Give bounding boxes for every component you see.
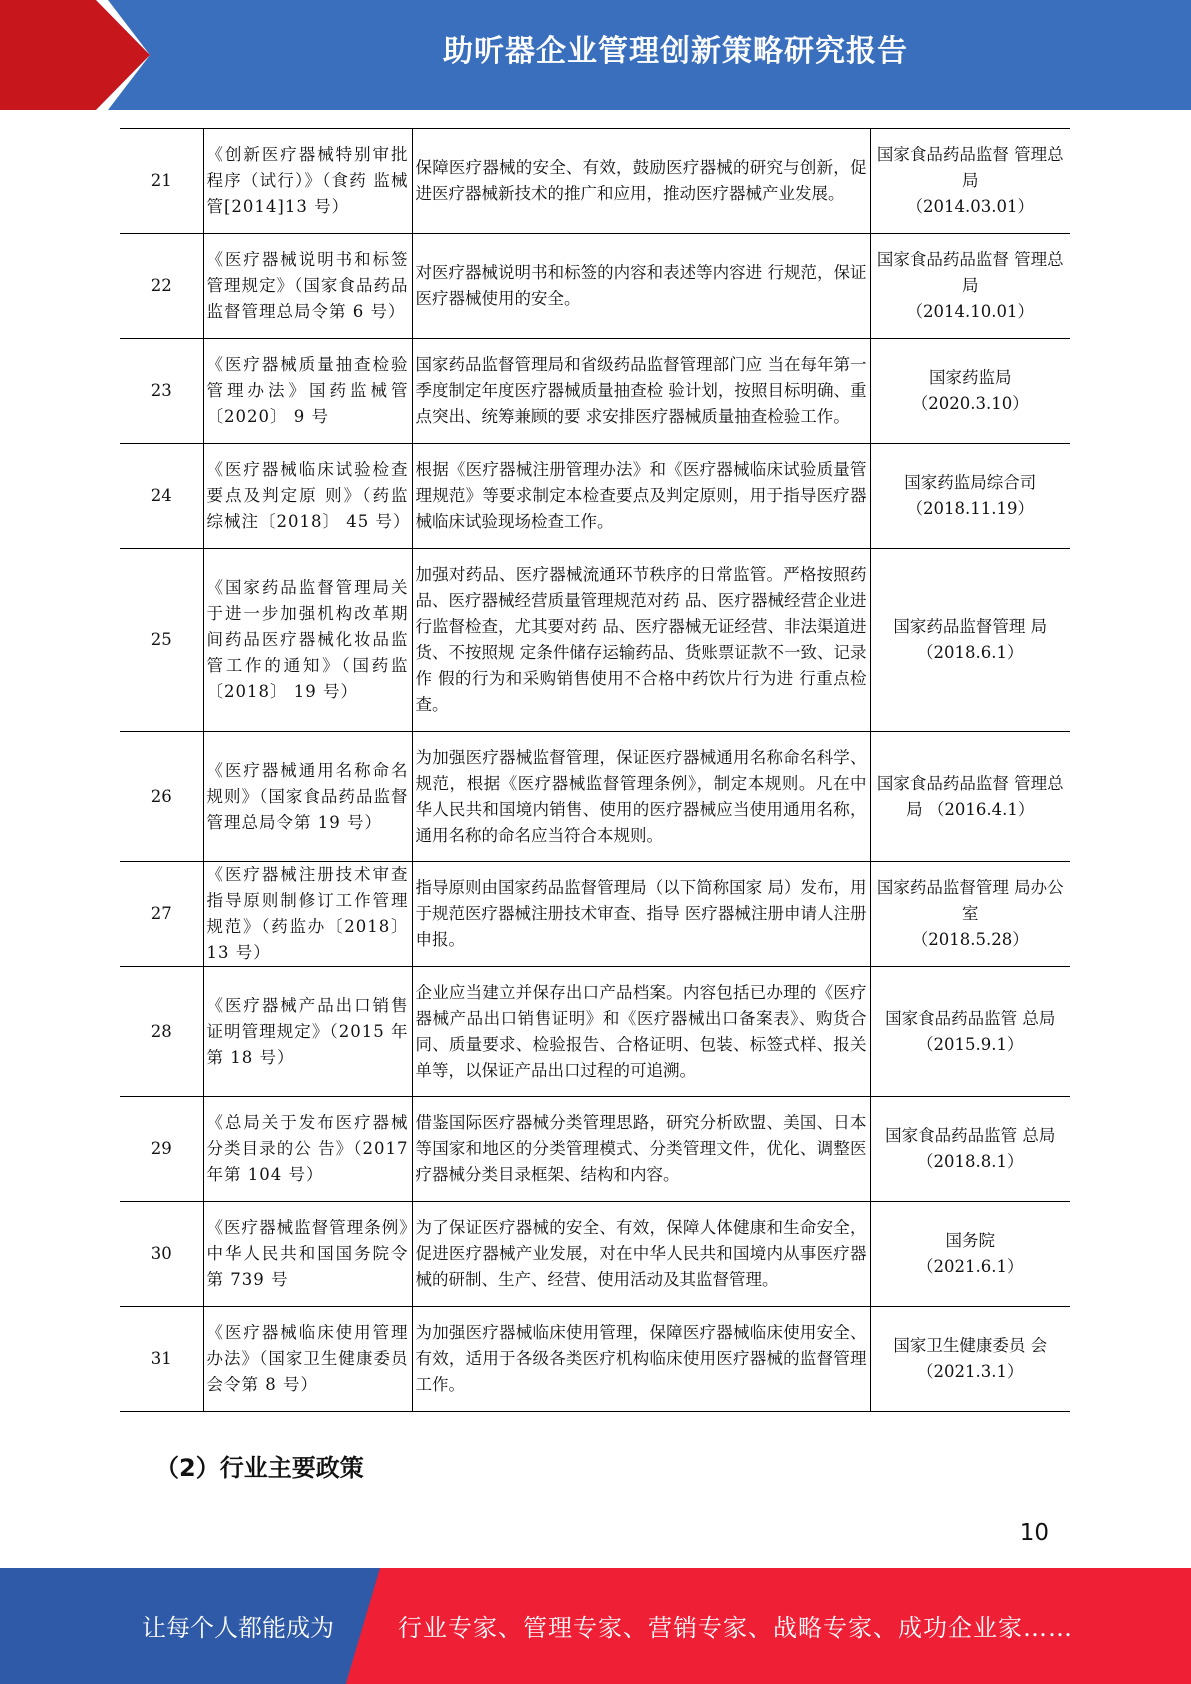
row-number: 26 — [120, 732, 203, 862]
issuing-authority — [870, 339, 1070, 444]
table-row — [120, 967, 1070, 1097]
table-row — [120, 1097, 1070, 1202]
regulation-title: 《医疗器械临床试验检查要点及判定原 则》（药监综械注〔2018〕 45 号） — [203, 444, 412, 549]
regulation-title: 《医疗器械质量抽查检验管理办法》国药监械管〔2020〕 9 号 — [203, 339, 412, 444]
issuer-name: 国家药监局 — [929, 368, 1012, 387]
issuing-authority — [870, 129, 1070, 234]
issuing-authority — [870, 967, 1070, 1097]
issuer-name: 国家食品药品监督 管理总局 （2016.4.1） — [876, 773, 1064, 819]
regulation-content: 企业应当建立并保存出口产品档案。内容包括已办理的《医疗器械产品出口销售证明》和《医疗器械出口备案表》、购货合同、质量要求、检验报告、合格证明、包装、标签式样、报关单等，以保证产品出口过程的可追溯。 — [412, 967, 870, 1097]
table-row — [120, 1307, 1070, 1412]
row-number: 30 — [120, 1202, 203, 1307]
issuing-authority — [870, 732, 1070, 862]
table-row — [120, 129, 1070, 234]
issuer-name: 国家药监局综合司 — [904, 473, 1037, 492]
issue-date: （2018.6.1） — [917, 643, 1024, 662]
row-number: 25 — [120, 549, 203, 732]
regulation-title: 《创新医疗器械特别审批程序（试行）》（食药 监械管[2014]13 号） — [203, 129, 412, 234]
regulation-title: 《医疗器械产品出口销售证明管理规定》（2015 年第 18 号） — [203, 967, 412, 1097]
regulations-table — [120, 128, 1070, 1412]
row-number: 23 — [120, 339, 203, 444]
issue-date: （2014.10.01） — [906, 302, 1034, 321]
row-number: 21 — [120, 129, 203, 234]
issuer-name: 国家药品监督管理 局办公室 — [876, 878, 1064, 923]
issuing-authority — [870, 1097, 1070, 1202]
regulations-table-body — [120, 129, 1070, 1412]
row-number: 27 — [120, 862, 203, 967]
issuing-authority — [870, 1202, 1070, 1307]
regulation-content: 加强对药品、医疗器械流通环节秩序的日常监管。严格按照药品、医疗器械经营质量管理规范对药 品、医疗器械经营企业进行监督检查，尤其要对药 品、医疗器械无证经营、非法渠道进货、不按照规 定条件储存运输药品、货账票证款不一致、记录作 假的行为和采购销售使用不合格中药饮片行为进 行重点检查。 — [412, 549, 870, 732]
issuing-authority — [870, 234, 1070, 339]
issue-date: （2021.6.1） — [917, 1257, 1024, 1276]
regulation-content: 对医疗器械说明书和标签的内容和表述等内容进 行规范，保证医疗器械使用的安全。 — [412, 234, 870, 339]
table-row — [120, 732, 1070, 862]
regulation-content: 为加强医疗器械监督管理，保证医疗器械通用名称命名科学、规范，根据《医疗器械监督管理条例》，制定本规则。凡在中华人民共和国境内销售、使用的医疗器械应当使用通用名称，通用名称的命名应当符合本规则。 — [412, 732, 870, 862]
issuing-authority — [870, 1307, 1070, 1412]
header-title: 助听器企业管理创新策略研究报告 — [443, 34, 908, 69]
issue-date: （2014.03.01） — [906, 197, 1034, 216]
issuing-authority — [870, 862, 1070, 967]
section-heading: （2）行业主要政策 — [155, 1454, 364, 1482]
header-red-arrow — [0, 0, 150, 110]
regulation-title: 《国家药品监督管理局关于进一步加强机构改革期间药品医疗器械化妆品监管工作的通知》（国药监〔2018〕 19 号） — [203, 549, 412, 732]
table-row — [120, 862, 1070, 967]
footer-slogan-left: 让每个人都能成为 — [142, 1614, 334, 1642]
table-row — [120, 234, 1070, 339]
issue-date: （2015.9.1） — [917, 1034, 1024, 1054]
issuer-name: 国家食品药品监管 总局 — [885, 1008, 1056, 1028]
row-number: 24 — [120, 444, 203, 549]
issue-date: （2018.8.1） — [917, 1152, 1024, 1171]
issuing-authority — [870, 549, 1070, 732]
regulation-content: 为了保证医疗器械的安全、有效，保障人体健康和生命安全，促进医疗器械产业发展，对在中华人民共和国境内从事医疗器械的研制、生产、经营、使用活动及其监督管理。 — [412, 1202, 870, 1307]
regulation-content: 为加强医疗器械临床使用管理，保障医疗器械临床使用安全、有效，适用于各级各类医疗机构临床使用医疗器械的监督管理工作。 — [412, 1307, 870, 1412]
issue-date: （2021.3.1） — [917, 1362, 1024, 1381]
table-row — [120, 444, 1070, 549]
regulation-content: 指导原则由国家药品监督管理局（以下简称国家 局）发布，用于规范医疗器械注册技术审查、指导 医疗器械注册申请人注册申报。 — [412, 862, 870, 967]
regulation-content: 国家药品监督管理局和省级药品监督管理部门应 当在每年第一季度制定年度医疗器械质量抽查检 验计划，按照目标明确、重点突出、统筹兼顾的要 求安排医疗器械质量抽查检验工作。 — [412, 339, 870, 444]
regulation-title: 《总局关于发布医疗器械分类目录的公 告》（2017 年第 104 号） — [203, 1097, 412, 1202]
footer-slogan-right: 行业专家、管理专家、营销专家、战略专家、成功企业家…… — [398, 1614, 1073, 1642]
table-row — [120, 549, 1070, 732]
row-number: 22 — [120, 234, 203, 339]
issuer-name: 国家药品监督管理 局 — [893, 617, 1048, 636]
issue-date: （2020.3.10） — [911, 394, 1029, 413]
issuer-name: 国家食品药品监督 管理总局 — [876, 250, 1064, 295]
row-number: 28 — [120, 967, 203, 1097]
regulation-content: 根据《医疗器械注册管理办法》和《医疗器械临床试验质量管理规范》等要求制定本检查要点及判定原则，用于指导医疗器械临床试验现场检查工作。 — [412, 444, 870, 549]
issuer-name: 国家卫生健康委员 会 — [893, 1336, 1048, 1355]
page-header — [0, 0, 1191, 110]
page-number: 10 — [1019, 1520, 1049, 1546]
issue-date: （2018.11.19） — [906, 499, 1034, 518]
regulation-title: 《医疗器械临床使用管理办法》（国家卫生健康委员会令第 8 号） — [203, 1307, 412, 1412]
issuer-name: 国家食品药品监督 管理总局 — [876, 145, 1064, 190]
page-footer — [0, 1568, 1191, 1684]
issue-date: （2018.5.28） — [911, 930, 1029, 949]
row-number: 29 — [120, 1097, 203, 1202]
regulation-content: 借鉴国际医疗器械分类管理思路，研究分析欧盟、美国、日本等国家和地区的分类管理模式、分类管理文件，优化、调整医疗器械分类目录框架、结构和内容。 — [412, 1097, 870, 1202]
row-number: 31 — [120, 1307, 203, 1412]
issuing-authority — [870, 444, 1070, 549]
regulation-title: 《医疗器械通用名称命名规则》（国家食品药品监督管理总局令第 19 号） — [203, 732, 412, 862]
regulation-title: 《医疗器械说明书和标签管理规定》（国家食品药品监督管理总局令第 6 号） — [203, 234, 412, 339]
issuer-name: 国务院 — [945, 1231, 995, 1250]
regulation-content: 保障医疗器械的安全、有效，鼓励医疗器械的研究与创新，促进医疗器械新技术的推广和应用，推动医疗器械产业发展。 — [412, 129, 870, 234]
table-row — [120, 1202, 1070, 1307]
issuer-name: 国家食品药品监管 总局 — [885, 1126, 1056, 1145]
regulation-title: 《医疗器械监督管理条例》中华人民共和国国务院令第 739 号 — [203, 1202, 412, 1307]
regulation-title: 《医疗器械注册技术审查指导原则制修订工作管理规范》（药监办〔2018〕13 号） — [203, 862, 412, 967]
table-row — [120, 339, 1070, 444]
